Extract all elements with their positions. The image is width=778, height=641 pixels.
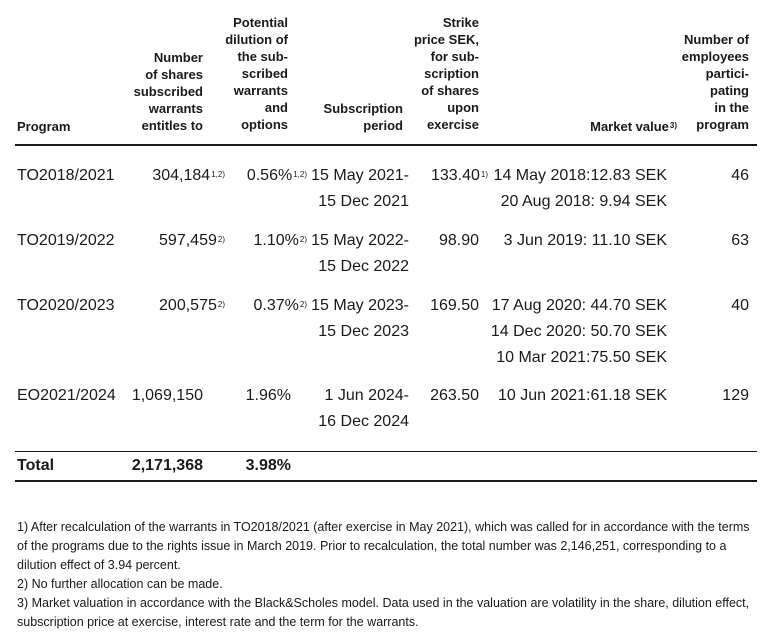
- header-strike-line: scription: [424, 66, 479, 81]
- total-shares: 2,171,368: [131, 457, 203, 474]
- cell-dilution: 1.96%: [245, 387, 291, 404]
- header-strike-line: Strike: [442, 15, 479, 30]
- header-strike-line: upon: [447, 100, 479, 115]
- header-dilution-line: dilution of: [225, 32, 288, 47]
- header-dilution-line: scribed: [241, 66, 288, 81]
- header-program: Program: [17, 119, 71, 134]
- header-employees-line: partici-: [705, 66, 749, 81]
- header-dilution-line: warrants: [233, 83, 288, 98]
- header-market-value: Market value$^{3)}$: [590, 119, 677, 134]
- header-shares-line: of shares: [145, 67, 203, 82]
- header-shares-line: Number: [153, 50, 203, 65]
- cell-period-line: 15 Dec 2022: [318, 258, 409, 275]
- header-period-line: period: [363, 118, 403, 133]
- cell-dilution: 1.10%$^{2)}$: [253, 232, 307, 249]
- cell-strike: 263.50: [430, 387, 479, 404]
- header-subscription-period: [324, 100, 403, 134]
- cell-employees: 129: [722, 387, 749, 404]
- cell-program: TO2018/2021: [17, 167, 115, 184]
- header-dilution-line: Potential: [233, 15, 288, 30]
- cell-market-line: 10 Mar 2021:75.50 SEK: [496, 349, 667, 366]
- cell-period-line: 16 Dec 2024: [318, 413, 409, 430]
- header-employees-line: program: [696, 117, 749, 132]
- footnote-2: 2) No further allocation can be made.: [17, 577, 223, 591]
- cell-period-line: 15 Dec 2023: [318, 323, 409, 340]
- header-employees-line: in the: [714, 100, 749, 115]
- cell-shares: 200,575$^{2)}$: [159, 297, 225, 314]
- header-dilution-line: and: [264, 100, 288, 115]
- cell-period-line: 15 May 2022-: [311, 232, 409, 249]
- header-shares-line: subscribed: [133, 84, 203, 99]
- cell-dilution: 0.37%$^{2)}$: [253, 297, 307, 314]
- cell-employees: 40: [731, 297, 749, 314]
- footnote-3: 3) Market valuation in accordance with the Black&Scholes model. Data used in the valuation are volatility in the share, dilution effect, subscription price at exercise, interest rate and the term for the warrants.: [17, 596, 750, 629]
- footnote-1: 1) After recalculation of the warrants in TO2018/2021 (after exercise in May 2021), which was called for in accordance with the terms of the programs due to the rights issue in March 2019. Prior to recalculation, the total number was 2,146,251, corresponding to a dilution effect of 3.94 percent.: [17, 520, 750, 572]
- cell-program: TO2019/2022: [17, 232, 115, 249]
- header-strike-line: price SEK,: [413, 32, 479, 47]
- cell-program: TO2020/2023: [17, 297, 115, 314]
- cell-dilution: 0.56%$^{1,2)}$: [246, 167, 307, 184]
- header-potential-dilution: [225, 14, 288, 133]
- cell-shares: 597,459$^{2)}$: [159, 232, 225, 249]
- header-strike-line: for sub-: [430, 49, 479, 64]
- cell-period-line: 15 May 2023-: [311, 297, 409, 314]
- header-shares-line: entitles to: [141, 118, 203, 133]
- total-label: Total: [17, 457, 55, 474]
- cell-employees: 63: [731, 232, 749, 249]
- header-employees-line: Number of: [684, 32, 749, 47]
- cell-period-line: 1 Jun 2024-: [324, 387, 409, 404]
- cell-shares: 1,069,150: [131, 387, 203, 404]
- cell-shares: 304,184$^{1,2)}$: [152, 167, 225, 184]
- total-top-rule: [15, 451, 757, 452]
- cell-market-line: 17 Aug 2020: 44.70 SEK: [491, 297, 667, 314]
- header-dilution-line: options: [241, 117, 288, 132]
- header-employees-line: pating: [710, 83, 749, 98]
- header-rule: [15, 144, 757, 146]
- cell-strike: 133.40$^{1)}$: [430, 167, 488, 184]
- cell-employees: 46: [731, 167, 749, 184]
- header-number-of-employees: [682, 31, 749, 133]
- cell-market-line: 14 Dec 2020: 50.70 SEK: [490, 323, 667, 340]
- cell-period-line: 15 Dec 2021: [318, 193, 409, 210]
- cell-strike: 98.90: [438, 232, 479, 249]
- header-employees-line: employees: [681, 49, 749, 64]
- header-number-of-shares: [134, 49, 203, 134]
- footnotes: [17, 518, 762, 632]
- header-strike-line: exercise: [426, 117, 479, 132]
- total-bottom-rule: [15, 480, 757, 482]
- cell-market-line: 14 May 2018:12.83 SEK: [493, 167, 667, 184]
- total-dilution: 3.98%: [245, 457, 291, 474]
- header-shares-line: warrants: [148, 101, 203, 116]
- header-strike-price: [414, 14, 479, 133]
- cell-market-line: 10 Jun 2021:61.18 SEK: [497, 387, 667, 404]
- header-period-line: Subscription: [323, 101, 403, 116]
- cell-period-line: 15 May 2021-: [311, 167, 409, 184]
- cell-program: EO2021/2024: [17, 387, 116, 404]
- header-strike-line: of shares: [421, 83, 479, 98]
- cell-market-line: 20 Aug 2018: 9.94 SEK: [500, 193, 667, 210]
- cell-market-line: 3 Jun 2019: 11.10 SEK: [503, 232, 667, 249]
- cell-strike: 169.50: [430, 297, 479, 314]
- header-dilution-line: the sub-: [237, 49, 288, 64]
